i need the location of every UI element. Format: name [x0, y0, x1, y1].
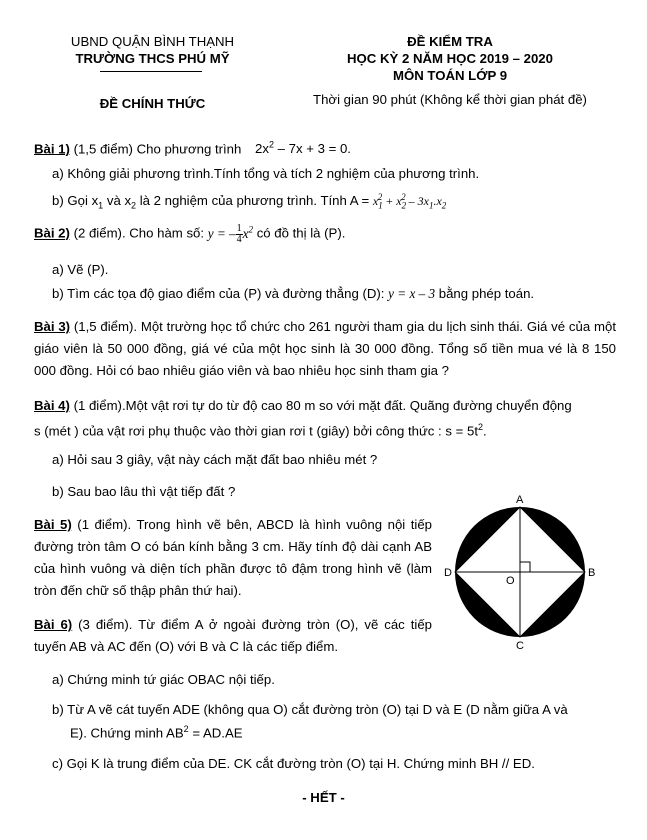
label-c: C: [516, 640, 524, 652]
bai2-label: Bài 2): [34, 225, 70, 241]
bai1-equation: $2x^2 - 7x + 3 = 0$.: [255, 140, 351, 157]
bai6-a: a) Chứng minh tứ giác OBAC nội tiếp.: [52, 672, 275, 687]
bai5: Bài 5) (1 điểm). Trong hình vẽ bên, ABCD là hình vuông nội tiếp đường tròn tâm O có bán kính bằng 3 cm. Hãy tính độ dài cạnh AB của hình vuông và diện tích phần được tô đậm trong hình vẽ (làm tròn đến chữ số thập phân thứ hai).: [34, 517, 432, 598]
bai1-a: a) Không giải phương trình.Tính tổng và tích 2 nghiệm của phương trình.: [52, 166, 480, 181]
bai2-header: Bài 2) (2 điểm). Cho hàm số: y = – $\frac{1}{4}$ $x^2$ có đồ thị là (P).: [34, 223, 346, 245]
bai3: Bài 3) (1,5 điểm). Một trường học tổ chức cho 261 người tham gia du lịch sinh thái. Giá vé của một giáo viên là 50 000 đồng, giá vé của một học sinh là 30 000 đồng. Tổng số tiền mua vé là 8 150 000 đồng. Hỏi có bao nhiêu giáo viên và bao nhiêu học sinh tham gia ?: [34, 319, 616, 378]
bai1-label: Bài 1): [34, 141, 70, 157]
bai6-c: c) Gọi K là trung điểm của DE. CK cắt đường tròn (O) tại H. Chứng minh BH // ED.: [52, 756, 535, 771]
label-a: A: [516, 494, 524, 506]
header-divider: [100, 71, 202, 72]
bai4-line1: Bài 4) (1 điểm).Một vật rơi tự do từ độ cao 80 m so với mặt đất. Quãng đường chuyển động: [34, 398, 572, 413]
school-district: UBND QUẬN BÌNH THẠNH: [70, 34, 235, 49]
bai2-a: a) Vẽ (P).: [52, 262, 109, 277]
end-marker: - HẾT -: [302, 790, 345, 805]
bai4-a: a) Hỏi sau 3 giây, vật này cách mặt đất bao nhiêu mét ?: [52, 452, 378, 467]
school-name: TRƯỜNG THCS PHÚ MỸ: [75, 51, 230, 66]
bai2-b: b) Tìm các tọa độ giao điểm của (P) và đường thẳng (D): y = x – 3 bằng phép toán.: [52, 286, 535, 301]
exam-title: ĐỀ KIỂM TRA: [407, 34, 493, 49]
bai1-intro: (1,5 điểm) Cho phương trình: [69, 141, 242, 157]
geometry-figure: [440, 492, 600, 652]
bai2-function: y = – $\frac{1}{4}$ $x^2$: [207, 223, 254, 245]
bai6-b1: b) Từ A vẽ cát tuyến ADE (không qua O) cắt đường tròn (O) tại D và E (D nằm giữa A và: [52, 702, 568, 717]
bai6-intro: Bài 6) (3 điểm). Từ điểm A ở ngoài đường tròn (O), vẽ các tiếp tuyến AB và AC đến (O) với B và C là các tiếp điểm.: [34, 617, 432, 654]
label-d: D: [444, 567, 452, 579]
label-b: B: [588, 567, 596, 579]
bai1-b: b) Gọi $x_1$ và $x_2$ là 2 nghiệm của phương trình. Tính $A = x_1^2 + x_2^2 - 3x_1.x_2$: [52, 192, 447, 211]
official-label: ĐỀ CHÍNH THỨC: [99, 96, 206, 111]
bai6-b2: E). Chứng minh $AB^2 = AD.AE$: [70, 724, 243, 741]
exam-term: HỌC KỲ 2 NĂM HỌC 2019 – 2020: [347, 51, 553, 66]
exam-subject: MÔN TOÁN LỚP 9: [392, 68, 508, 83]
bai4-line2: s (mét ) của vật rơi phụ thuộc vào thời gian rơi t (giây) bởi công thức : $s = 5t^2$.: [34, 422, 487, 439]
exam-time: Thời gian 90 phút (Không kể thời gian phát đề): [313, 92, 587, 107]
bai1-formula: $x_1^2 + x_2^2 - 3x_1.x_2$: [372, 192, 447, 211]
label-o: O: [506, 575, 515, 587]
bai1-header: [34, 140, 351, 156]
bai4-b: b) Sau bao lâu thì vật tiếp đất ?: [52, 484, 236, 499]
